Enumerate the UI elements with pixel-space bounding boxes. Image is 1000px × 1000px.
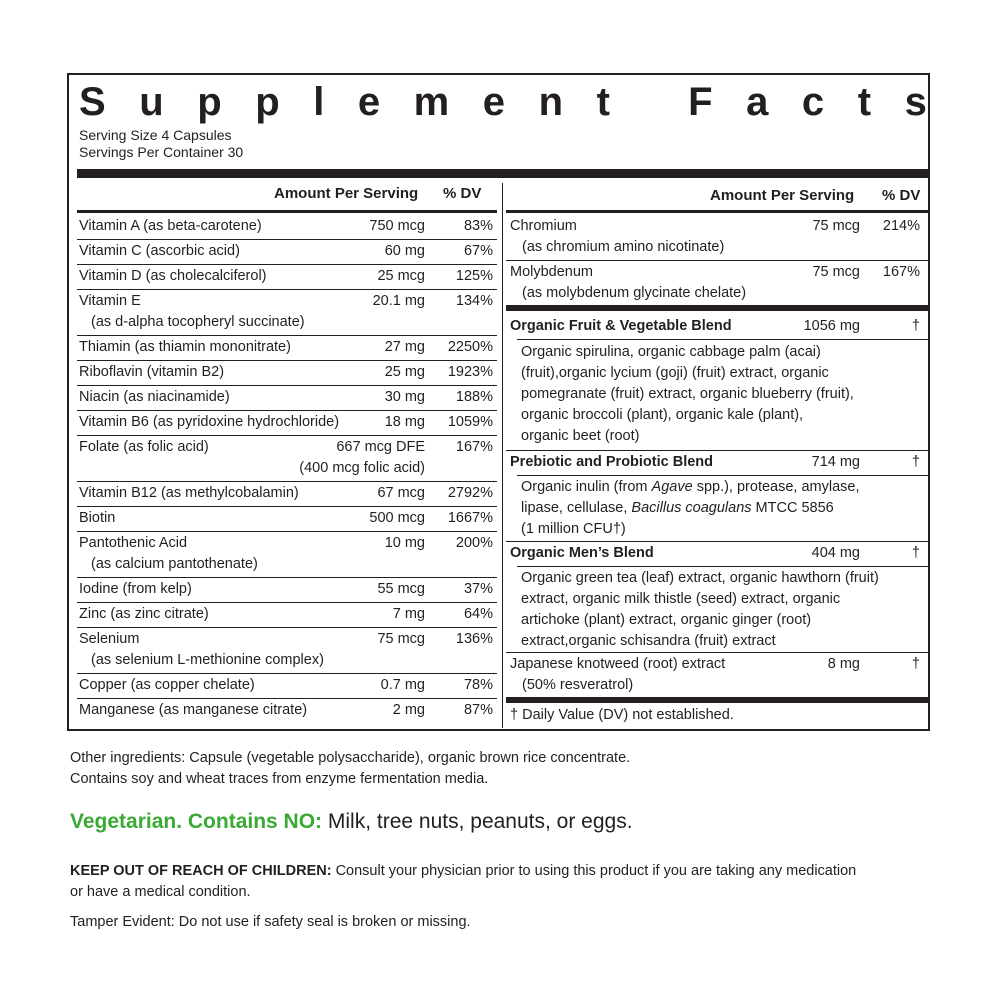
nutrient-amount: 67 mcg	[377, 485, 425, 501]
nutrient-dv: 2792%	[447, 485, 493, 501]
blend-mens	[506, 542, 928, 566]
nutrient-amount: 75 mcg	[812, 218, 860, 234]
table-row	[506, 653, 928, 699]
table-row	[77, 436, 497, 482]
other-ingredients	[70, 748, 630, 790]
title-letter: l	[313, 80, 325, 124]
nutrient-amount: 8 mg	[827, 656, 860, 672]
nutrient-amount: 55 mcg	[377, 581, 425, 597]
nutrient-amount: 2 mg	[392, 702, 425, 718]
nutrient-name: Vitamin B6 (as pyridoxine hydrochloride)	[79, 414, 340, 430]
supplement-facts-panel	[67, 73, 930, 731]
title-letter: e	[482, 80, 506, 124]
title-letter: S	[79, 80, 106, 124]
bottom-thick-bar	[506, 697, 928, 703]
ingredient-text: lipase, cellulase,	[521, 500, 632, 516]
nutrient-dv: 1667%	[447, 510, 493, 526]
nutrient-form: (as d-alpha tocopheryl succinate)	[91, 314, 305, 330]
table-row	[77, 482, 497, 507]
title-letter: t	[857, 80, 872, 124]
nutrient-name: Zinc (as zinc citrate)	[79, 606, 209, 622]
nutrient-form: (as calcium pantothenate)	[91, 556, 258, 572]
nutrient-amount: 0.7 mg	[380, 677, 425, 693]
table-row	[77, 386, 497, 411]
title-letter: p	[255, 80, 280, 124]
table-row	[77, 361, 497, 386]
nutrient-dv: 188%	[455, 389, 493, 405]
ingredient-line: (fruit),organic lycium (goji) (fruit) extract, organic	[521, 365, 829, 381]
ingredient-line: extract,organic schisandra (fruit) extract	[521, 633, 776, 649]
nutrient-amount: 750 mcg	[369, 218, 425, 234]
title-letter: c	[801, 80, 825, 124]
row-rule	[517, 475, 928, 476]
nutrient-dv: 167%	[882, 264, 920, 280]
nutrient-name: Selenium	[79, 631, 140, 647]
warning-text: Consult your physician prior to using this product if you are taking any medication	[331, 863, 857, 879]
nutrient-amount: 18 mg	[384, 414, 425, 430]
nutrient-name: Pantothenic Acid	[79, 535, 188, 551]
table-row	[77, 265, 497, 290]
panel-title	[79, 79, 927, 125]
table-row	[77, 507, 497, 532]
nutrient-name: Copper (as copper chelate)	[79, 677, 255, 693]
section-thick-bar	[506, 305, 928, 311]
nutrient-dv: 136%	[455, 631, 493, 647]
blend-dv: †	[911, 545, 920, 561]
table-row	[77, 290, 497, 336]
nutrient-dv: 1923%	[447, 364, 493, 380]
nutrient-amount-note: (400 mcg folic acid)	[299, 460, 425, 476]
nutrient-dv: 37%	[463, 581, 493, 597]
nutrient-dv: 2250%	[447, 339, 493, 355]
table-row	[77, 699, 497, 724]
ingredient-line: extract, organic milk thistle (seed) extract, organic	[521, 591, 841, 607]
ingredient-line	[521, 477, 860, 498]
table-row	[77, 628, 497, 674]
ingredient-text: MTCC 5856	[751, 500, 834, 516]
nutrient-dv: †	[911, 656, 920, 672]
nutrient-amount: 10 mg	[384, 535, 425, 551]
blend-dv: †	[911, 454, 920, 470]
blend-amount: 714 mg	[811, 454, 860, 470]
warning-heading: KEEP OUT OF REACH OF CHILDREN:	[70, 863, 332, 879]
nutrient-amount: 30 mg	[384, 389, 425, 405]
nutrient-name: Thiamin (as thiamin mononitrate)	[79, 339, 291, 355]
nutrient-name: Japanese knotweed (root) extract	[510, 656, 726, 672]
ingredient-line: Organic green tea (leaf) extract, organic hawthorn (fruit)	[521, 570, 879, 586]
title-letter: a	[746, 80, 769, 124]
table-row	[77, 674, 497, 699]
title-letter: m	[413, 80, 450, 124]
nutrient-amount: 500 mcg	[369, 510, 425, 526]
blend-name: Organic Men’s Blend	[510, 545, 654, 561]
nutrient-amount: 75 mcg	[812, 264, 860, 280]
blend-name: Prebiotic and Probiotic Blend	[510, 454, 714, 470]
nutrient-form: (as selenium L-methionine complex)	[91, 652, 324, 668]
other-ingredients-line2: Contains soy and wheat traces from enzyme fermentation media.	[70, 771, 489, 787]
right-header-dv: % DV	[882, 187, 921, 204]
nutrient-name: Niacin (as niacinamide)	[79, 389, 230, 405]
nutrient-name: Vitamin A (as beta-carotene)	[79, 218, 262, 234]
blend-dv: †	[911, 318, 920, 334]
top-thick-bar	[77, 169, 928, 178]
warning-text-line2: or have a medical condition.	[70, 884, 251, 900]
serving-size: Serving Size 4 Capsules	[79, 127, 232, 143]
ingredient-text: Bacillus coagulans	[631, 500, 752, 516]
ingredient-line	[521, 498, 860, 519]
servings-per-container: Servings Per Container 30	[79, 144, 244, 160]
nutrient-amount: 20.1 mg	[372, 293, 425, 309]
vegetarian-statement	[70, 810, 633, 834]
nutrient-dv: 214%	[882, 218, 920, 234]
ingredient-line: (1 million CFU†)	[521, 521, 626, 537]
nutrient-dv: 125%	[455, 268, 493, 284]
nutrient-dv: 134%	[455, 293, 493, 309]
nutrient-name: Vitamin D (as cholecalciferol)	[79, 268, 267, 284]
nutrient-name: Riboflavin (vitamin B2)	[79, 364, 225, 380]
nutrient-name: Vitamin E	[79, 293, 141, 309]
nutrient-name: Vitamin C (ascorbic acid)	[79, 243, 240, 259]
table-row	[506, 261, 928, 307]
ingredient-line: organic broccoli (plant), organic kale (plant),	[521, 407, 804, 423]
vegetarian-highlight: Vegetarian. Contains NO:	[70, 810, 323, 833]
nutrient-amount: 75 mcg	[377, 631, 425, 647]
nutrient-amount: 25 mcg	[377, 268, 425, 284]
row-rule	[517, 566, 928, 567]
title-letter: t	[596, 80, 610, 124]
title-letter: F	[688, 80, 713, 124]
nutrient-dv: 67%	[463, 243, 493, 259]
title-letter	[643, 79, 654, 125]
table-row	[77, 411, 497, 436]
nutrient-name: Folate (as folic acid)	[79, 439, 209, 455]
ingredient-text: Organic inulin (from	[521, 479, 652, 495]
title-letter: p	[197, 80, 222, 124]
blend-amount: 1056 mg	[803, 318, 860, 334]
footnote: † Daily Value (DV) not established.	[510, 707, 734, 723]
blend-ingredients	[521, 342, 854, 447]
blend-name: Organic Fruit & Vegetable Blend	[510, 318, 732, 334]
nutrient-dv: 83%	[463, 218, 493, 234]
table-row	[77, 603, 497, 628]
left-header-dv: % DV	[443, 185, 482, 202]
nutrient-amount: 25 mg	[384, 364, 425, 380]
nutrient-amount: 60 mg	[384, 243, 425, 259]
nutrient-dv: 87%	[463, 702, 493, 718]
nutrient-form: (50% resveratrol)	[522, 677, 634, 693]
nutrient-dv: 78%	[463, 677, 493, 693]
warning	[70, 861, 950, 903]
ingredient-text: spp.), protease, amylase,	[692, 479, 860, 495]
blend-ingredients	[521, 477, 860, 540]
right-header-bar	[506, 210, 928, 213]
table-row	[77, 578, 497, 603]
blend-amount: 404 mg	[811, 545, 860, 561]
nutrient-amount: 667 mcg DFE	[336, 439, 425, 455]
nutrient-amount: 7 mg	[392, 606, 425, 622]
other-ingredients-line1: Other ingredients: Capsule (vegetable polysaccharide), organic brown rice concentrate.	[70, 750, 631, 766]
allergen-list: Milk, tree nuts, peanuts, or eggs.	[322, 810, 633, 833]
blend-prebiotic-probiotic	[506, 451, 928, 475]
ingredient-line: pomegranate (fruit) extract, organic blueberry (fruit),	[521, 386, 854, 402]
title-letter: e	[357, 80, 381, 124]
nutrient-dv: 64%	[463, 606, 493, 622]
nutrient-name: Chromium	[510, 218, 577, 234]
nutrient-name: Iodine (from kelp)	[79, 581, 192, 597]
right-header-amount: Amount Per Serving	[710, 187, 855, 204]
nutrient-name: Molybdenum	[510, 264, 594, 280]
title-letter: s	[904, 80, 927, 124]
row-rule	[517, 339, 928, 340]
blend-fruit-vegetable	[506, 315, 928, 339]
nutrient-name: Manganese (as manganese citrate)	[79, 702, 308, 718]
left-header-bar	[77, 210, 497, 213]
ingredient-line: artichoke (plant) extract, organic ginger (root)	[521, 612, 812, 628]
nutrient-amount: 27 mg	[384, 339, 425, 355]
serving-info	[79, 127, 243, 161]
tamper-evident: Tamper Evident: Do not use if safety seal is broken or missing.	[70, 914, 471, 930]
title-letter: u	[139, 80, 164, 124]
table-row	[506, 215, 928, 261]
nutrient-form: (as molybdenum glycinate chelate)	[522, 285, 747, 301]
table-row	[77, 532, 497, 578]
table-row	[77, 336, 497, 361]
ingredient-line: organic beet (root)	[521, 428, 640, 444]
nutrient-dv: 167%	[455, 439, 493, 455]
title-letter: n	[538, 80, 564, 124]
column-divider	[502, 183, 503, 728]
ingredient-line: Organic spirulina, organic cabbage palm (acai)	[521, 344, 821, 360]
nutrient-name: Vitamin B12 (as methylcobalamin)	[79, 485, 299, 501]
nutrient-dv: 1059%	[447, 414, 493, 430]
nutrient-name: Biotin	[79, 510, 116, 526]
nutrient-dv: 200%	[455, 535, 493, 551]
ingredient-text: Agave	[651, 479, 693, 495]
table-row	[77, 240, 497, 265]
nutrient-form: (as chromium amino nicotinate)	[522, 239, 725, 255]
table-row	[77, 215, 497, 240]
left-header-amount: Amount Per Serving	[274, 185, 419, 202]
blend-ingredients	[521, 568, 879, 652]
